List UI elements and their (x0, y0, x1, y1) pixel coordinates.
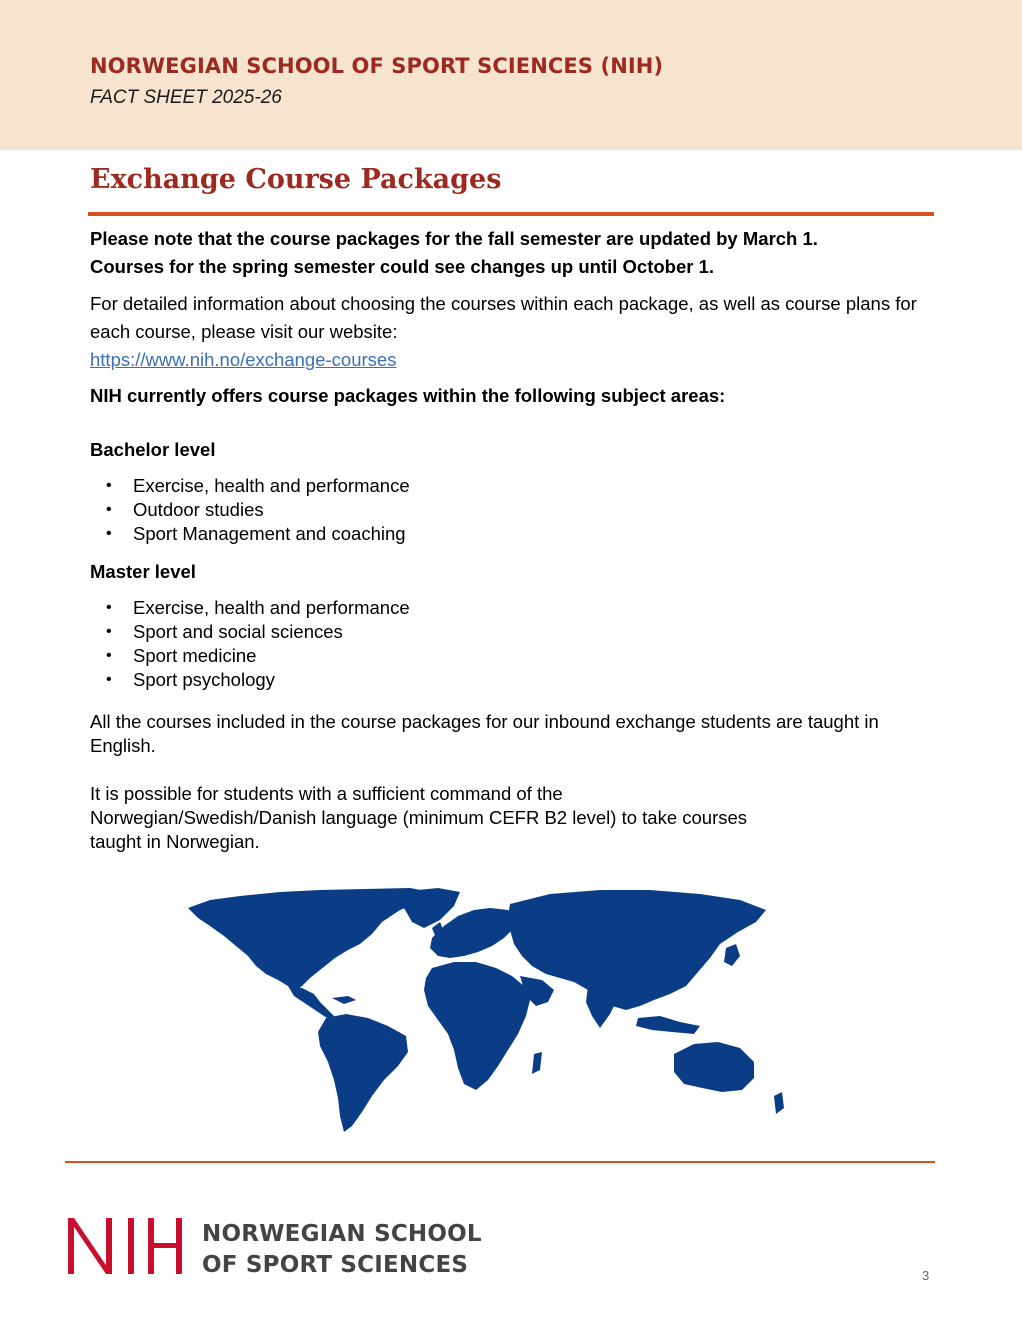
bullet-icon: • (106, 477, 112, 494)
world-map-image (170, 886, 810, 1134)
list-item (90, 668, 920, 692)
update-notice (90, 225, 920, 281)
header-band (0, 0, 1022, 150)
subject-areas-intro: NIH currently offers course packages within the following subject areas: (90, 385, 726, 406)
page-number: 3 (922, 1268, 930, 1283)
school-title: NORWEGIAN SCHOOL OF SPORT SCIENCES (NIH) (90, 54, 664, 78)
master-level-heading: Master level (90, 561, 196, 582)
main-content (90, 225, 920, 854)
list-item-label: Sport psychology (133, 669, 275, 690)
list-item (90, 522, 920, 546)
list-item (90, 596, 920, 620)
bachelor-course-list (90, 474, 920, 546)
fact-sheet-label: FACT SHEET 2025-26 (90, 87, 282, 108)
logo-line-1: NORWEGIAN SCHOOL (202, 1221, 482, 1247)
heading-divider (88, 212, 934, 216)
list-item-label: Sport medicine (133, 645, 257, 666)
bullet-icon: • (106, 671, 112, 688)
bullet-icon: • (106, 525, 112, 542)
list-item (90, 474, 920, 498)
bullet-icon: • (106, 623, 112, 640)
nih-logo-mark (68, 1212, 184, 1276)
footer-divider (65, 1161, 935, 1163)
list-item-label: Sport Management and coaching (133, 523, 406, 544)
notice-line-2: Courses for the spring semester could see changes up until October 1. (90, 256, 715, 277)
page-title: Exchange Course Packages (90, 164, 502, 195)
bullet-icon: • (106, 647, 112, 664)
intro-sentence: For detailed information about choosing the courses within each package, as well as course plans for each course, please visit our website: (90, 293, 917, 342)
master-course-list (90, 596, 920, 692)
exchange-courses-link[interactable]: https://www.nih.no/exchange-courses (90, 349, 397, 370)
bachelor-level-heading: Bachelor level (90, 439, 216, 460)
list-item (90, 620, 920, 644)
logo-line-2: OF SPORT SCIENCES (202, 1252, 469, 1278)
list-item-label: Exercise, health and performance (133, 597, 410, 618)
bullet-icon: • (106, 501, 112, 518)
logo-wordmark (202, 1219, 482, 1281)
list-item-label: Exercise, health and performance (133, 475, 410, 496)
bullet-icon: • (106, 599, 112, 616)
list-item (90, 644, 920, 668)
intro-text (90, 290, 920, 374)
norwegian-teaching-paragraph (90, 782, 880, 854)
notice-line-1: Please note that the course packages for the fall semester are updated by March 1. (90, 228, 818, 249)
norwegian-line-2: Norwegian/Swedish/Danish language (minimum CEFR B2 level) to take courses (90, 807, 748, 828)
list-item (90, 498, 920, 522)
english-teaching-paragraph: All the courses included in the course packages for our inbound exchange students are taught in English. (90, 711, 879, 756)
norwegian-line-1: It is possible for students with a sufficient command of the (90, 783, 563, 804)
list-item-label: Outdoor studies (133, 499, 264, 520)
norwegian-line-3: taught in Norwegian. (90, 831, 260, 852)
list-item-label: Sport and social sciences (133, 621, 343, 642)
